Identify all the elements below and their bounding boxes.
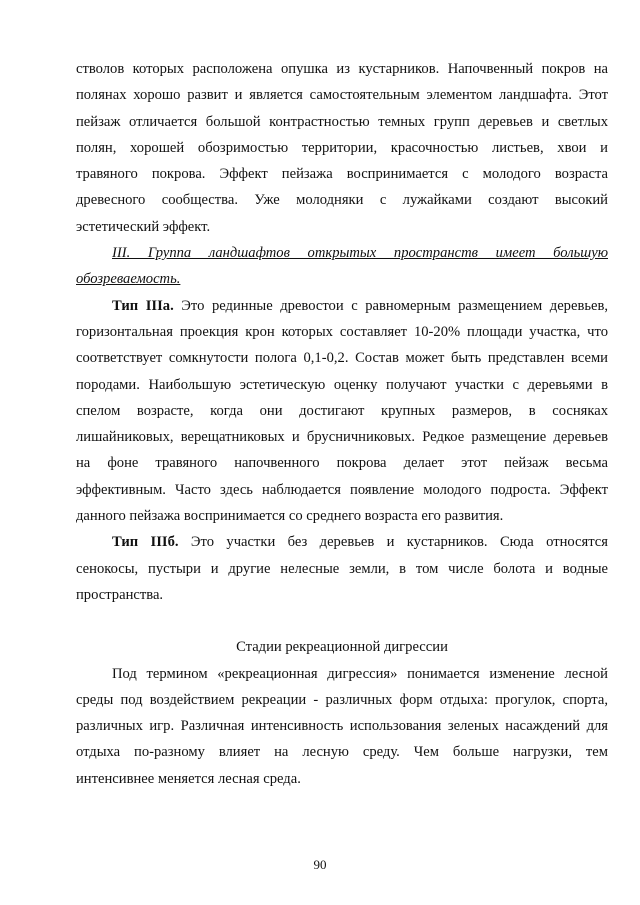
page-number: 90	[313, 857, 327, 872]
text-line: эстетический эффект.	[76, 218, 211, 235]
group-heading-line	[76, 266, 608, 292]
paragraph-type-3a	[76, 293, 608, 530]
text-line: стволов которых расположена опушка из кустарников. Напочвенный покров на	[76, 61, 608, 77]
text-line: пейзаж отличается большой контрастностью темных групп деревьев и светлых	[76, 113, 608, 130]
paragraph-type-3b	[76, 529, 608, 608]
group-heading-line	[76, 240, 608, 266]
text-line: Под термином «рекреационная дигрессия» понимается изменение лесной	[112, 665, 608, 682]
text-line	[76, 529, 608, 555]
text-line	[76, 293, 608, 319]
text-line: горизонтальная проекция крон которых составляет 10-20% площади участка, что	[76, 323, 608, 340]
text-line: полянах хорошо развит и является самостоятельным элементом ландшафта. Этот	[76, 87, 608, 104]
group-heading-text: III. Группа ландшафтов открытых пространств имеет большую	[112, 245, 608, 262]
group-heading-text: обозреваемость.	[76, 271, 181, 288]
text-line: данного пейзажа воспринимается со среднего возраста его развития.	[76, 508, 504, 525]
type-label: Тип IIIа.	[112, 297, 174, 314]
text-line: лишайниковых, верещатниковых и брусничниковых. Редкое размещение деревьев	[76, 429, 608, 446]
document-page	[76, 56, 608, 792]
text-line: интенсивнее меняется лесная среда.	[76, 770, 301, 787]
text-line: отдыха по-разному влияет на лесную среду. Чем больше нагрузки, тем	[76, 744, 608, 761]
text-line: травяного покрова. Эффект пейзажа воспринимается с молодого возраста	[76, 166, 608, 183]
text-line: на фоне травяного напочвенного покрова делает этот пейзаж весьма	[76, 455, 608, 472]
text-line: различных игр. Различная интенсивность использования зеленых насаждений для	[76, 718, 608, 735]
section-heading: Стадии рекреационной дигрессии	[236, 639, 448, 656]
text-line: спелом возрасте, когда они достигают крупных размеров, в сосняках	[76, 402, 608, 419]
type-label: Тип IIIб.	[112, 534, 179, 551]
text-line: древесного сообщества. Уже молодняки с лужайками создают высокий	[76, 192, 608, 209]
paragraph-recreational-digression	[76, 661, 608, 792]
text-line: эффективным. Часто здесь наблюдается появление молодого подроста. Эффект	[76, 481, 608, 498]
text-line: сенокосы, пустыри и другие нелесные земли, в том числе болота и водные	[76, 560, 608, 577]
text-line: породами. Наибольшую эстетическую оценку получают участки с деревьями в	[76, 376, 608, 393]
paragraph-forest-landscape	[76, 56, 608, 240]
text-line: соответствует сомкнутости полога 0,1-0,2. Состав может быть представлен всеми	[76, 350, 608, 367]
text-line: полян, хорошей обозримостью территории, красочностью листьев, хвои и	[76, 139, 608, 156]
type-description: Это рединные древостои с равномерным размещением деревьев,	[181, 297, 609, 314]
text-line: пространства.	[76, 586, 164, 603]
group-three-heading	[76, 240, 608, 293]
type-description: Это участки без деревьев и кустарников. Сюда относятся	[190, 534, 608, 551]
text-line: среды под воздействием рекреации - различных форм отдыха: прогулок, спорта,	[76, 691, 608, 708]
